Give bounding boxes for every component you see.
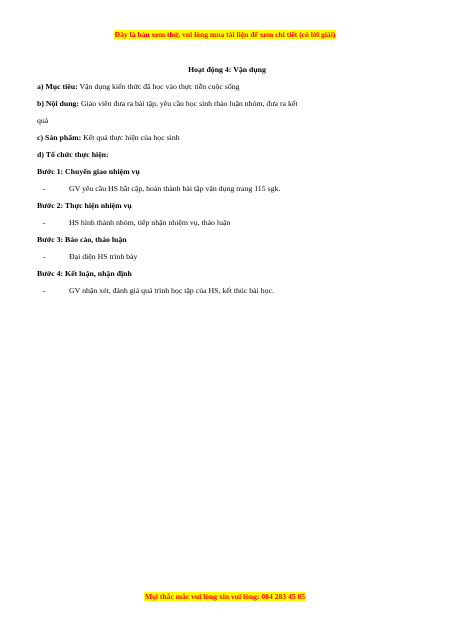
step-2-text: HS hình thành nhóm, tiếp nhận nhiệm vụ, thảo luận — [69, 218, 231, 227]
step-3-item — [37, 252, 417, 262]
page-title: Hoạt động 4: Vận dụng — [188, 65, 266, 74]
dash-marker: - — [43, 252, 46, 261]
preview-banner-text: Đây là bản xem thử, vui lòng mua tài liệu để xem chi tiết (có lời giải) — [114, 30, 336, 39]
step-3-heading: Bước 3: Báo cáo, thảo luận — [37, 235, 127, 244]
content-line — [37, 99, 417, 109]
objective-label: a) Mục tiêu: — [37, 82, 78, 91]
dash-marker: - — [43, 218, 46, 227]
step-4-text: GV nhận xét, đánh giá quá trình học tập của HS, kết thúc bài học. — [69, 286, 274, 295]
step-heading — [37, 201, 417, 211]
step-3-text: Đại diện HS trình bày — [69, 252, 138, 261]
content-label: b) Nội dung: — [37, 99, 80, 108]
preview-banner — [0, 24, 450, 42]
objective-text: Vận dụng kiến thức đã học vào thực tiễn cuộc sống — [77, 82, 240, 91]
contact-banner-text: Mọi thắc mắc vui lòng xin vui lòng: 084 283 45 85 — [144, 592, 306, 601]
dash-marker: - — [43, 286, 46, 295]
content-text: Giáo viên đưa ra bài tập, yêu cầu học sinh thảo luận nhóm, đưa ra kết — [79, 99, 298, 108]
product-line — [37, 133, 417, 143]
document-body — [37, 65, 417, 303]
step-2-heading: Bước 2: Thực hiện nhiệm vụ — [37, 201, 132, 210]
step-4-item — [37, 286, 417, 296]
step-2-item — [37, 218, 417, 228]
step-heading — [37, 167, 417, 177]
content-line-continued: quả — [37, 116, 49, 125]
dash-marker: - — [43, 184, 46, 193]
objective-line — [37, 82, 417, 92]
step-4-heading: Bước 4: Kết luận, nhận định — [37, 269, 132, 278]
product-text: Kết quả thực hiện của học sinh — [81, 133, 180, 142]
step-1-item — [37, 184, 417, 194]
step-heading — [37, 235, 417, 245]
product-label: c) Sản phẩm: — [37, 133, 82, 142]
step-1-heading: Bước 1: Chuyển giao nhiệm vụ — [37, 167, 140, 176]
organization-line — [37, 150, 417, 160]
step-1-text: GV yêu cầu HS bắt cặp, hoàn thành bài tập vận dụng trang 115 sgk. — [69, 184, 281, 193]
step-heading — [37, 269, 417, 279]
organization-label: d) Tổ chức thực hiện: — [37, 150, 109, 159]
contact-banner — [0, 586, 450, 604]
